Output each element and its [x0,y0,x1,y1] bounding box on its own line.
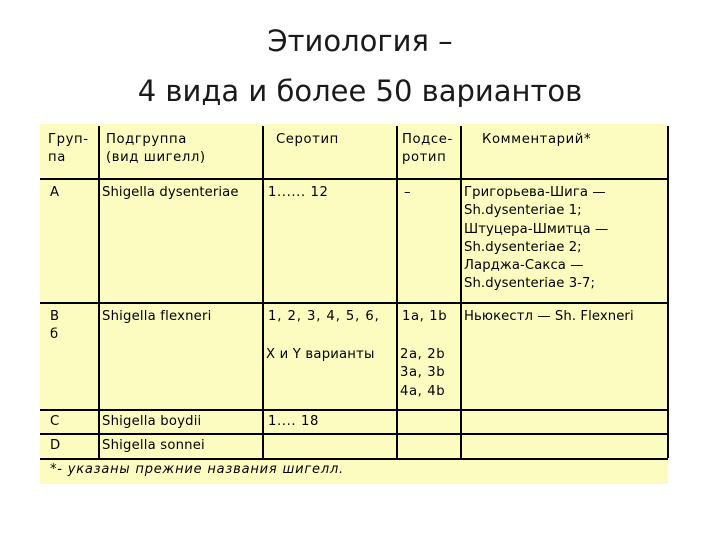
header-group: Груп- па [48,132,89,166]
table-footnote: *- указаны прежние названия шигелл. [50,462,344,477]
header-serotype: Серотип [276,132,339,147]
header-comment: Комментарий* [482,132,592,147]
header-subgroup: Подгруппа (вид шигелл) [106,132,206,166]
row-b-subgroup: Shigella flexneri [102,309,212,324]
row-a-group: A [50,185,60,200]
row-b-subserotype-2: 2a, 2b 3a, 3b 4a, 4b [400,347,446,399]
table-grid-line [40,458,668,460]
table-grid-line [40,433,668,435]
shigella-classification-table [40,124,668,484]
slide-title-line-1: Этиология – [267,24,453,58]
row-b-serotype-2: X и Y варианты [266,347,375,362]
row-b-group: В б [50,309,60,343]
row-b-subserotype-1: 1a, 1b [402,309,448,324]
table-grid-line [40,302,668,304]
row-a-comment: Григорьева-Шига — Sh.dysenteriae 1; Штуцера-Шмитца — Sh.dysenteriae 2; Ларджа-Сакса — Sh.dysenteriae 3-7; [464,185,609,292]
row-a-serotype: 1...... 12 [268,185,329,200]
row-d-group: D [50,438,61,453]
header-subserotype: Подсе- ротип [402,132,453,166]
table-grid-line [40,178,668,180]
row-c-serotype: 1.... 18 [268,414,319,429]
row-a-subgroup: Shigella dysenteriae [102,185,239,200]
row-b-serotype-1: 1, 2, 3, 4, 5, 6, [268,309,380,324]
row-d-subgroup: Shigella sonnei [102,438,205,453]
row-b-comment: Ньюкестл — Sh. Flexneri [464,309,634,324]
row-a-subserotype: – [404,185,412,200]
table-grid-line [40,409,668,411]
row-c-subgroup: Shigella boydii [102,414,202,429]
row-c-group: C [50,414,60,429]
slide-title-line-2: 4 вида и более 50 вариантов [137,74,583,108]
